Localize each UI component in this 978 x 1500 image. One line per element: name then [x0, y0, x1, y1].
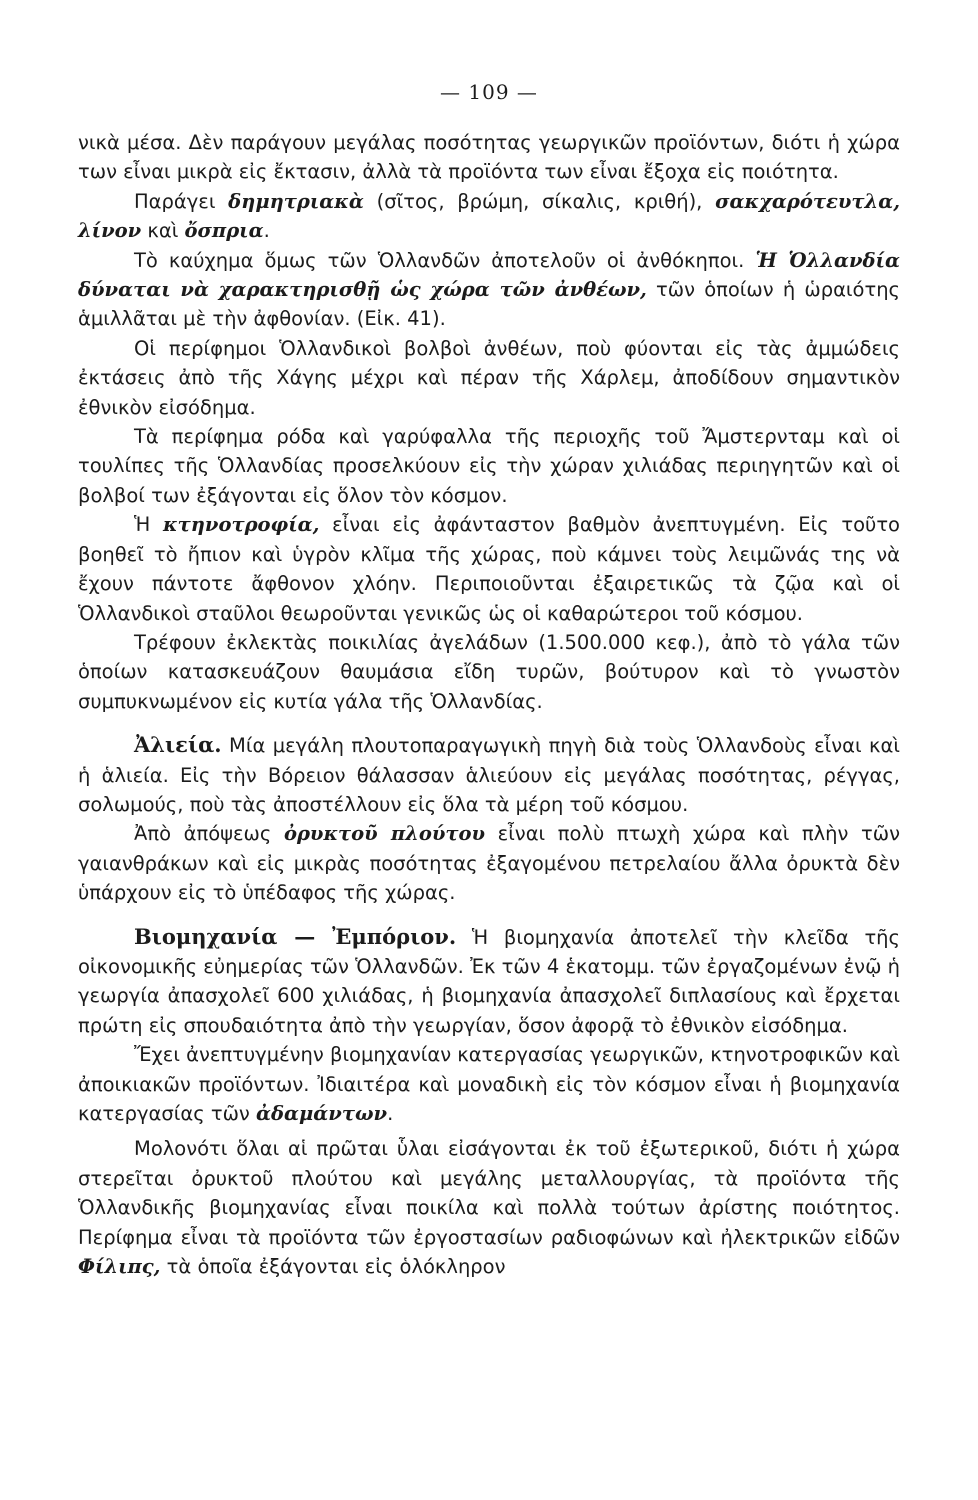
term-mineral-wealth: ὀρυκτοῦ πλούτου	[283, 822, 486, 846]
paragraph-12-text-c: τὰ ὁποῖα ἐξάγονται εἰς ὁλόκληρον	[160, 1255, 506, 1279]
paragraph-2-text-c: (σῖτος, βρώμη, σίκαλις, κριθή),	[363, 189, 716, 213]
paragraph-fishing	[78, 730, 900, 819]
paragraph-2	[78, 187, 900, 246]
term-sugar-beets-flax: σακχαρότευτλα, λίνον	[78, 189, 900, 243]
term-legumes: ὄσπρια	[184, 219, 264, 243]
emphasis-country-of-flowers: Ἡ Ὁλλανδία δύναται νὰ χαρακτηρισθῇ ὡς χώρα τῶν ἀνθέων,	[78, 248, 900, 302]
term-philips: Φίλιπς,	[78, 1255, 161, 1279]
paragraph-12	[78, 1134, 900, 1281]
paragraph-6	[78, 510, 900, 628]
paragraph-6-text-a: Ἡ	[134, 513, 164, 537]
paragraph-3	[78, 246, 900, 334]
paragraph-2-text-a: Παράγει	[134, 189, 229, 213]
paragraph-6-text-c: εἶναι εἰς ἀφάνταστον βαθμὸν ἀνεπτυγμένη. Εἰς τοῦτο βοηθεῖ τὸ ἤπιον καὶ ὑγρὸν κλῖμα τῆς χώρας, ποὺ κάμνει τοὺς λειμῶνάς της νὰ ἔχουν πάντοτε ἄφθονον χλόην. Περιποιοῦνται ἐξαιρετικῶς τὰ ζῷα καὶ οἱ Ὁλλανδικοὶ σταῦλοι θεωροῦνται γενικῶς ὡς οἱ καθαρώτεροι τοῦ κόσμου.	[78, 513, 900, 625]
term-cereals: δημητριακὰ	[228, 189, 364, 213]
paragraph-11	[78, 1040, 900, 1128]
paragraph-1: νικὰ μέσα. Δὲν παράγουν μεγάλας ποσότητας γεωργικῶν προϊόντων, διότι ἡ χώρα των εἶναι μικρὰ εἰς ἔκτασιν, ἀλλὰ τὰ προϊόντα των εἶναι ἔξοχα εἰς ποιότητα.	[78, 131, 900, 184]
paragraph-2-text-g: .	[263, 219, 270, 243]
term-diamonds: ἀδαμάντων	[256, 1102, 388, 1125]
paragraph-7: Τρέφουν ἐκλεκτὰς ποικιλίας ἀγελάδων (1.500.000 κεφ.), ἀπὸ τὸ γάλα τῶν ὁποίων κατασκευάζουν θαυμάσια εἴδη τυρῶν, βούτυρον καὶ τὸ γνωστὸν συμπυκνωμένον εἰς κυτία γάλα τῆς Ὁλλανδίας.	[78, 630, 900, 713]
paragraph-industry	[78, 922, 900, 1041]
paragraph-9-text-c: εἶναι πολὺ πτωχὴ χώρα καὶ πλὴν τῶν γαιανθράκων καὶ εἰς μικρὰς ποσότητας ἐξαγομένου πετρελαίου ἄλλα ὀρυκτὰ δὲν ὑπάρχουν εἰς τὸ ὑπέδαφος τῆς χώρας.	[78, 822, 901, 905]
paragraph-12-text-a: Μολονότι ὅλαι αἱ πρῶται ὗλαι εἰσάγονται ἐκ τοῦ ἐξωτερικοῦ, διότι ἡ χώρα στερεῖται ὀρυκτοῦ πλούτου καὶ μεγάλης μεταλλουργίας, τὰ προϊόντα τῆς Ὁλλανδικῆς βιομηχανίας εἶναι ποικίλα καὶ πολλὰ τούτων ἀρίστης ποιότητος. Περίφημα εἶναι τὰ προϊόντα τῶν ἐργοστασίων ραδιοφώνων καὶ ἠλεκτρικῶν εἰδῶν	[78, 1137, 900, 1249]
heading-fishing: Ἀλιεία.	[134, 732, 222, 758]
paragraph-5: Τὰ περίφημα ρόδα καὶ γαρύφαλλα τῆς περιοχῆς τοῦ Ἄμστερνταμ καὶ οἱ τουλίπες τῆς Ὁλλανδίας προσελκύουν εἰς τὴν χώραν χιλιάδας περιηγητῶν καὶ οἱ βολβοί των ἐξάγονται εἰς ὅλον τὸν κόσμον.	[78, 425, 900, 507]
page-number: — 109 —	[440, 80, 538, 104]
paragraph-4: Οἱ περίφημοι Ὁλλανδικοὶ βολβοὶ ἀνθέων, ποὺ φύονται εἰς τὰς ἀμμώδεις ἐκτάσεις ἀπὸ τῆς Χάγης μέχρι καὶ πέραν τῆς Χάρλεμ, ἀποδίδουν σημαντικὸν ἐθνικὸν εἰσόδημα.	[78, 336, 900, 419]
paragraph-fishing-text: Μία μεγάλη πλουτοπαραγωγικὴ πηγὴ διὰ τοὺς Ὁλλανδοὺς εἶναι καὶ ἡ ἁλιεία. Εἰς τὴν Βόρειον θάλασσαν ἁλιεύουν εἰς μεγάλας ποσότητας, ρέγγας, σολωμούς, ποὺ τὰς ἀποστέλλουν εἰς ὅλα τὰ μέρη τοῦ κόσμου.	[78, 734, 900, 816]
paragraph-3-text-c: τῶν ὁποίων ἡ ὡραιότης ἁμιλλᾶται μὲ τὴν ἀφθονίαν. (Εἰκ. 41).	[78, 278, 900, 331]
paragraph-3-text-a: Τὸ καύχημα ὅμως τῶν Ὁλλανδῶν ἀποτελοῦν οἱ ἀνθόκηποι.	[134, 248, 756, 272]
body-text	[78, 128, 900, 1281]
paragraph-industry-text: Ἡ βιομηχανία ἀποτελεῖ τὴν κλεῖδα τῆς οἰκονομικῆς εὐημερίας τῶν Ὁλλανδῶν. Ἐκ τῶν 4 ἑκατομμ. τῶν ἐργαζομένων ἐνῷ ἡ γεωργία ἀπασχολεῖ 600 χιλιάδας, ἡ βιομηχανία ἀπασχολεῖ διπλασίους καὶ ἔρχεται πρώτη εἰς σπουδαιότητα ἀπὸ τὴν γεωργίαν, ὅσον ἀφορᾷ τὸ ἐθνικὸν εἰσόδημα.	[78, 925, 900, 1037]
paragraph-9-text-a: Ἀπὸ ἀπόψεως	[134, 822, 284, 846]
term-livestock: κτηνοτροφία,	[163, 513, 320, 537]
heading-industry-commerce: Βιομηχανία — Ἐμπόριον.	[134, 923, 457, 949]
paragraph-11-text-a: Ἔχει ἀνεπτυγμένην βιομηχανίαν κατεργασίας γεωργικῶν, κτηνοτροφικῶν καὶ ἀποικιακῶν προϊόντων. Ἰδιαιτέρα καὶ μοναδικὴ εἰς τὸν κόσμον εἶναι ἡ βιομηχανία κατεργασίας τῶν	[78, 1043, 900, 1125]
paragraph-2-text-e: καὶ	[141, 219, 185, 243]
paragraph-11-text-c: .	[387, 1102, 394, 1125]
paragraph-9	[78, 819, 900, 907]
